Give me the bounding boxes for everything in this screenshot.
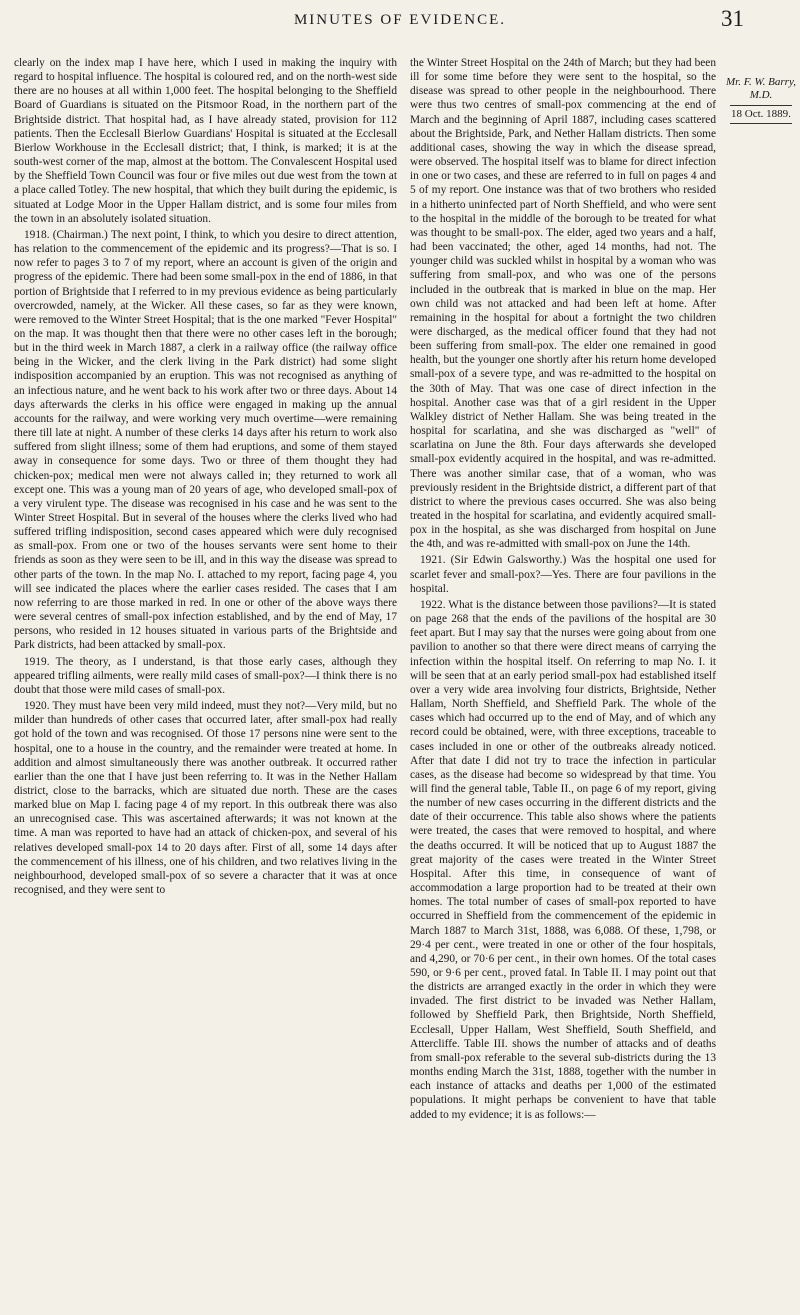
margin-note	[726, 76, 796, 127]
paragraph: 1918. (Chairman.) The next point, I think, to which you desire to direct attention, has relation to the commencement of the epidemic and its progress?—That is so. I now refer to pages 3 to 7 of my report, where an account is given of the origin and progress of the epidemic. There had been some small-pox in the end of 1886, in that portion of Brightside that I referred to in my previous evidence as being particularly overcrowded, namely, at the Wicker. All these cases, so far as they were known, were removed to the Winter Street Hospital; that is the one marked "Fever Hospital" on the map. It was thought then that there were no other cases left in the borough; but in the third week in March 1887, a clerk in a railway office (the railway office being in the Wicker, and the clerk living in the Park district) had some slight indisposition accompanied by an eruption. This was not recognised as anything of an infectious nature, and he went back to his work after two or three days. About 14 days afterwards the clerks in his office were engaged in making up the annual accounts for the railway, and were working very much overtime—were remaining there till late at night. A number of these clerks 14 days after his return to work also suffered from slight illness; some of them had eruptions, and some of them stayed away in consequence for some days. Two or three of them thought they had chicken-pox; medical men were not always called in; they returned to work all except one. This was a young man of 20 years of age, who developed small-pox of a very virulent type. The disease was recognised in his case and he was sent to the Winter Street Hospital. But in several of the houses where the clerks lived who had suffered trifling indisposition, second cases appeared which were duly recognised as small-pox. From one or two of the houses servants were sent home to their friends as soon as they were seen to be ill, and in this way the disease was spread to other parts of the town. In the map No. I. attached to my report, facing page 4, you will see indicated the places where the earlier cases resided. The cases that I am now referring to are those marked in red. In one or other of the above ways there were several centres of small-pox infection established, and by the end of May, 17 persons, who resided in 12 houses situated in various parts of the Brightside and Park districts, had been attacked by small-pox.	[14, 228, 397, 652]
paragraph: the Winter Street Hospital on the 24th of March; but they had been ill for some time before they were sent to the hospital, so the disease was spread to other people in the neighbourhood. There were thus two centres of small-pox commencing at the end of March and the beginning of April 1887, including cases scattered about the Brightside, Park, and Nether Hallam districts. Then some additional cases, showing the way in which the disease spread, were observed. The hospital itself was to blame for direct infection in one or two cases, and these are referred to in full on pages 4 and 5 of my report. One instance was that of two brothers who resided in a hitherto uninfected part of North Sheffield, and who were sent to the hospital in the middle of the borough to be treated for what was thought to be small-pox. The elder, aged two years and a half, had been vaccinated; the other, aged 14 months, had not. The younger child was suckled whilst in hospital by a woman who was suffering from small-pox, and who was one of the persons included in the outbreak that is marked in blue on the map. Her own child was not attacked and had been left at home. After remaining in the hospital for about a fortnight the two children were discharged, as the medical officer found that they had not been suffering from small-pox. The elder one remained in good health, but the younger one shortly after his return home developed small-pox of a severe type, and was re-admitted to the hospital on the 30th of May. That was one case of direct infection in the hospital. Another case was that of a girl resident in the Upper Walkley district of Nether Hallam. She was being treated in the hospital for scarlatina, and she was discharged as "well" of scarlatina on June the 8th. Four days afterwards she developed small-pox evidently acquired in the hospital, and was re-admitted. There was another similar case, that of a woman, who was previously resident in the Brightside district, a different part of that district to where the previous cases occurred. She was also being treated in the hospital for scarlatina, and evidently acquired small-pox in the hospital, as she was discharged from hospital on June the 4th, and was re-admitted with small-pox on June the 14th.	[410, 57, 716, 551]
middle-column	[410, 56, 716, 1124]
left-column	[14, 56, 397, 899]
page-header	[0, 6, 800, 52]
paragraph: clearly on the index map I have here, which I used in making the inquiry with regard to hospital influence. The hospital is coloured red, and on the north-west side there are no houses at all within 1,000 feet. The hospital belonging to the Sheffield Board of Guardians is situated on the Pitsmoor Road, in the northern part of the Brightside district. That hospital had, as I have already stated, provision for 112 patients. Then the Ecclesall Bierlow Guardians' Hospital is situated at the Ecclesall Bierlow Workhouse in the Ecclesall district; that, I think, is marked; it is at the south-west corner of the map, almost at the bottom. The Convalescent Hospital used by the Sheffield Town Council was four or five miles out due west from the town at a place called Totley. The new hospital, that which they built during the epidemic, is situated at Lodge Moor in the Upper Hallam district, and is some four miles from the town in an absolutely isolated situation.	[14, 57, 397, 225]
paragraph: 1922. What is the distance between those pavilions?—It is stated on page 268 that the ends of the pavilions of the hospital are 30 feet apart. But I may say that the nurses were going about from one pavilion to another so that there were direct means of carrying the infection within the hospital itself. On referring to map No. I. it will be seen that at an early period small-pox had established itself over a very wide area involving four districts, Brightside, Nether Hallam, North Sheffield, and Sheffield Park. The whole of the cases which had occurred up to the end of May, and of which any record could be obtained, were, with three exceptions, traceable to cases included in one or other of the outbreaks already noticed. After that date I did not try to trace the infection in particular cases, as the disease had become so widespread by that time. You will find the general table, Table II., on page 6 of my report, giving the number of new cases occurring in the different districts and the date of their occurrence. This table also shows where the patients were treated, the cases that were removed to hospital, and where the deaths occurred. It will be noticed that up to August 1887 the great majority of the cases were treated in the Winter Street Hospital. After this time, in consequence of want of accommodation a large proportion had to be treated at their own homes. The total number of cases of small-pox reported to have occurred in Sheffield from the commencement of the epidemic in March 1887 to March 31st, 1888, was 6,088. Of these, 1,798, or 29·4 per cent., were treated in one or other of the four hospitals, and 4,290, or 70·6 per cent., in their own homes. Of the total cases 590, or 9·6 per cent., proved fatal. In Table II. I may point out that the districts are arranged exactly in the order in which they were invaded. The first district to be invaded was Nether Hallam, followed by Sheffield Park, then Brightside, North Sheffield, Ecclesall, Upper Hallam, West Sheffield, South Sheffield, and Attercliffe. Table III. shows the number of attacks and of deaths from small-pox referable to the several sub-districts during the 13 months ending March the 31st, 1888, together with the number in each instance of attacks and deaths per 1,000 of the estimated populations. It might perhaps be convenient to have that table added to my evidence; it is as follows:—	[410, 598, 716, 1121]
witness-name: Mr. F. W. Barry, M.D.	[726, 76, 796, 101]
running-title: MINUTES OF EVIDENCE.	[293, 12, 507, 28]
evidence-date: 18 Oct. 1889.	[730, 105, 792, 124]
paragraph: 1920. They must have been very mild indeed, must they not?—Very mild, but no milder than hundreds of other cases that occurred later, after small-pox had really got hold of the town and was recognised. Of those 17 persons nine were sent to the hospital, one to a house in the country, and the remainder were treated at home. In addition and almost simultaneously there was another outbreak. It occurred rather earlier than the one that I have just been referring to. It was in the Nether Hallam district, close to the barracks, which are situated due north. These are the cases marked blue on Map I. facing page 4 of my report. In this outbreak there was also an unrecognised case. This was ascertained afterwards; it was not known at the time. A man was reported to have had an attack of chicken-pox, and several of his relatives developed small-pox 14 to 20 days after. First of all, some 14 days after the commencement of his illness, one of his children, and two relatives living in the neighbourhood, developed small-pox of so severe a character that it was at once recognised, and they were sent to	[14, 700, 397, 897]
page-number: 31	[721, 6, 744, 31]
paragraph: 1921. (Sir Edwin Galsworthy.) Was the hospital one used for scarlet fever and small-pox?—Yes. There are four pavilions in the hospital.	[410, 554, 716, 595]
paragraph: 1919. The theory, as I understand, is that those early cases, although they appeared trifling ailments, were really mild cases of small-pox?—I think there is no doubt that those were mild cases of small-pox.	[14, 655, 397, 696]
